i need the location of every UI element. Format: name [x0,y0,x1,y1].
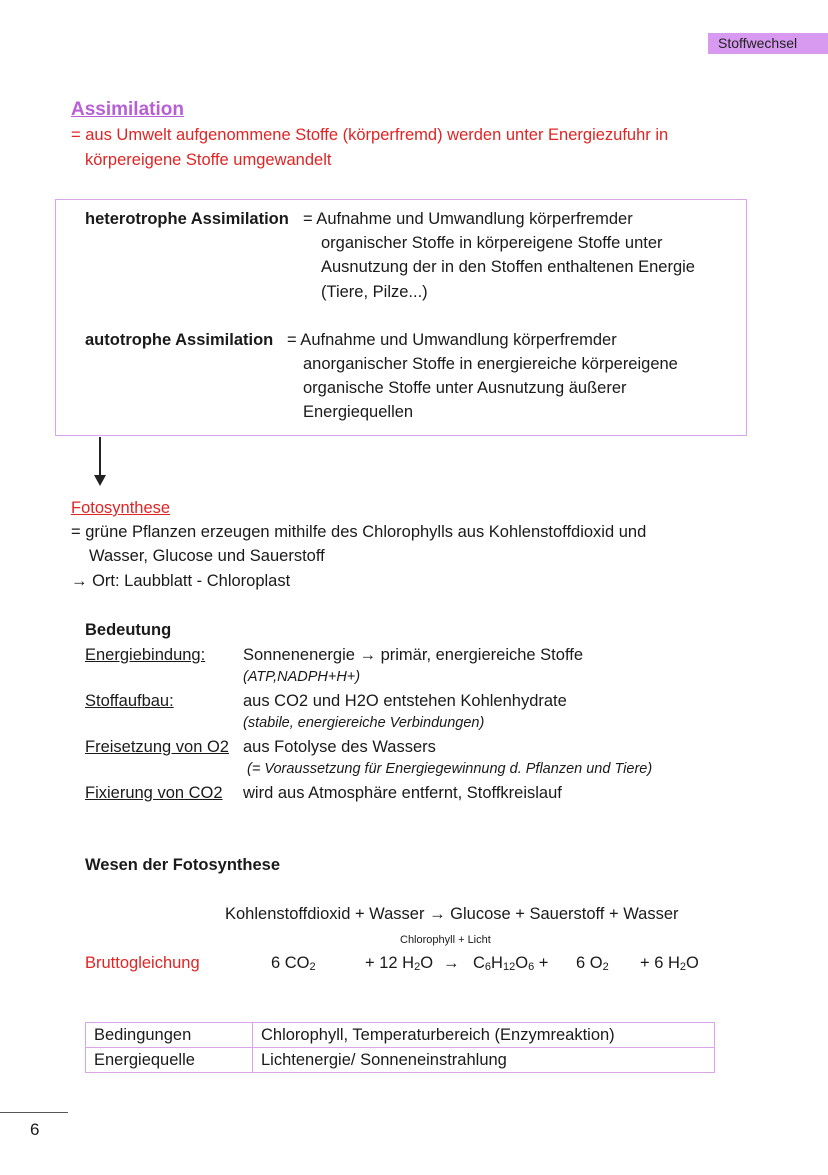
arrow-head-icon [94,475,106,486]
assimilation-title: Assimilation [71,99,184,120]
section-tag: Stoffwechsel [708,33,828,54]
brutto-label: Bruttogleichung [85,954,200,972]
eq-h2o-product: + 6 $H_2O$ [640,954,699,973]
bedeutung-desc-1: Sonnenenergie → primär, energiereiche Stoffe [243,646,583,664]
eq-h2o: + 12 $H_2O$ [365,954,434,973]
eq-o2: 6 $O_2$ [576,954,609,973]
hetero-term: heterotrophe Assimilation [85,210,289,228]
bedeutung-term-4: Fixierung von CO2 [85,784,223,802]
bedeutung-note-2: (stabile, energiereiche Verbindungen) [243,715,485,731]
eq-co2: 6 $CO_2$ [271,954,316,973]
bedeutung-note-3: (= Voraussetzung für Energiegewinnung d. Pflanzen und Tiere) [247,761,653,777]
assimilation-definition-line2: körpereigene Stoffe umgewandelt [85,151,332,169]
bedeutung-term-1: Energiebindung: [85,646,206,664]
bedeutung-desc-2: aus CO2 und H2O entstehen Kohlenhydrate [243,692,567,710]
auto-term: autotrophe Assimilation [85,331,274,349]
bedeutung-term-2: Stoffaufbau: [85,692,174,710]
hetero-line-1: = Aufnahme und Umwandlung körperfremder [303,210,633,228]
bedeutung-title: Bedeutung [85,621,172,639]
eq-arrow: → [443,954,460,972]
fotosynthese-title: Fotosynthese [71,499,171,517]
table-cell-value: Lichtenergie/ Sonneneinstrahlung [253,1048,715,1073]
assimilation-definition-line1: = aus Umwelt aufgenommene Stoffe (körperfremd) werden unter Energiezufuhr in [71,126,669,144]
table-row [86,1023,715,1048]
eq-glucose: $C_6H_{12}O_6$ + [473,954,549,973]
wesen-title: Wesen der Fotosynthese [85,856,280,874]
table-row [86,1048,715,1073]
table-cell-label: Energiequelle [86,1048,253,1073]
bedeutung-desc-4: wird aus Atmosphäre entfernt, Stoffkreislauf [243,784,562,802]
reaction-condition: Chlorophyll + Licht [400,934,491,946]
bedeutung-desc-3: aus Fotolyse des Wassers [243,738,436,756]
table-cell-label: Bedingungen [86,1023,253,1048]
footer-divider [0,1112,68,1113]
hetero-line-2: organischer Stoffe in körpereigene Stoffe unter [321,234,663,252]
auto-line-3: organische Stoffe unter Ausnutzung äußerer [303,379,627,397]
down-arrow-icon [99,437,101,475]
table-cell-value: Chlorophyll, Temperaturbereich (Enzymreaktion) [253,1023,715,1048]
fotosynthese-definition-line2: Wasser, Glucose und Sauerstoff [89,547,325,565]
page-number: 6 [30,1120,40,1139]
fotosynthese-ort: → Ort: Laubblatt - Chloroplast [71,572,291,590]
auto-line-1: = Aufnahme und Umwandlung körperfremder [287,331,617,349]
fotosynthese-definition-line1: = grüne Pflanzen erzeugen mithilfe des Chlorophylls aus Kohlenstoffdioxid und [71,523,647,541]
bedeutung-term-3: Freisetzung von O2 [85,738,229,756]
conditions-table [85,1022,715,1073]
word-equation: Kohlenstoffdioxid + Wasser → Glucose + Sauerstoff + Wasser [225,905,679,923]
hetero-line-4: (Tiere, Pilze...) [321,283,428,301]
auto-line-2: anorganischer Stoffe in energiereiche körpereigene [303,355,678,373]
bedeutung-note-1: (ATP,NADPH+H+) [243,669,361,685]
hetero-line-3: Ausnutzung der in den Stoffen enthaltenen Energie [321,258,695,276]
auto-line-4: Energiequellen [303,403,414,421]
